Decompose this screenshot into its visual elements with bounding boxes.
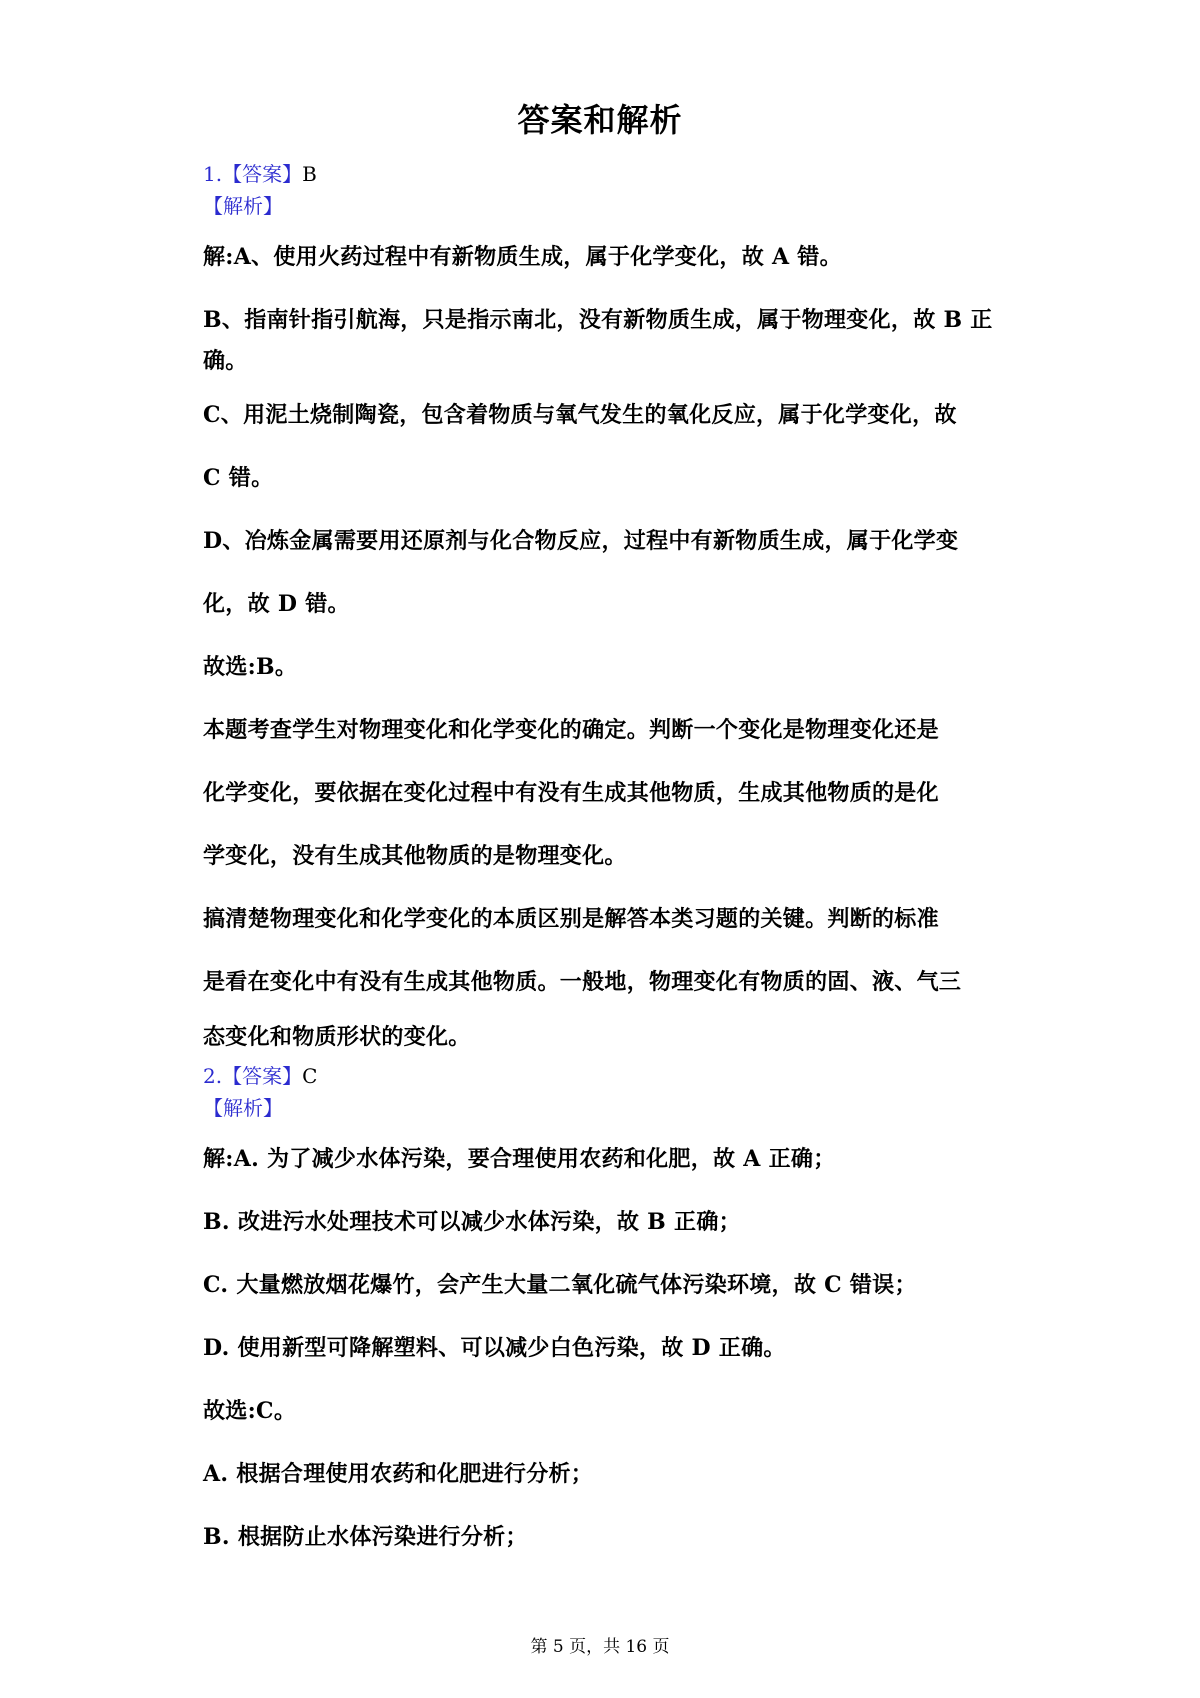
answer-line [203, 158, 1003, 190]
analysis-line: 故选:B。 [203, 654, 298, 680]
page-title: 答案和解析 [517, 101, 683, 139]
question-number: 2. [203, 1064, 223, 1088]
analysis-line: 学变化，没有生成其他物质的是物理变化。 [203, 843, 627, 869]
analysis-line: B. 根据防止水体污染进行分析； [203, 1524, 528, 1550]
question-1 [203, 158, 1003, 1060]
analysis-line: 本题考查学生对物理变化和化学变化的确定。判断一个变化是物理变化还是 [203, 717, 939, 743]
analysis-line: 故选:C。 [203, 1398, 297, 1424]
analysis-line: 化，故 D 错。 [203, 591, 350, 617]
answer-tag: 【答案】 [222, 162, 303, 186]
analysis-line: 搞清楚物理变化和化学变化的本质区别是解答本类习题的关键。判断的标准 [203, 906, 939, 932]
answer-content [203, 158, 1003, 1569]
analysis-line: C. 大量燃放烟花爆竹，会产生大量二氧化硫气体污染环境，故 C 错误； [203, 1272, 917, 1298]
analysis-line: 态变化和物质形状的变化。 [203, 1024, 471, 1050]
analysis-line: 解:A、使用火药过程中有新物质生成，属于化学变化，故 A 错。 [203, 244, 842, 270]
analysis-line: 化学变化，要依据在变化过程中有没有生成其他物质，生成其他物质的是化 [203, 780, 939, 806]
analysis-line: C、用泥土烧制陶瓷，包含着物质与氧气发生的氧化反应，属于化学变化，故 [203, 402, 957, 428]
question-number: 1. [203, 162, 223, 186]
analysis-line: C 错。 [203, 465, 274, 491]
answer-line [203, 1060, 1003, 1092]
analysis-line: 是看在变化中有没有生成其他物质。一般地，物理变化有物质的固、液、气三 [203, 969, 962, 995]
analysis-line: A. 根据合理使用农药和化肥进行分析； [203, 1461, 594, 1487]
analysis-line: 确。 [203, 348, 248, 374]
analysis-line: B、指南针指引航海，只是指示南北，没有新物质生成，属于物理变化，故 B 正 [203, 307, 993, 333]
page-footer: 第 5 页，共 16 页 [530, 1637, 670, 1657]
analysis-line: D. 使用新型可降解塑料、可以减少白色污染，故 D 正确。 [203, 1335, 786, 1361]
analysis-tag: 【解析】 [203, 194, 283, 218]
answer-value: B [302, 162, 317, 186]
answer-value: C [302, 1064, 318, 1088]
analysis-line: D、冶炼金属需要用还原剂与化合物反应，过程中有新物质生成，属于化学变 [203, 528, 959, 554]
analysis-line: 解:A. 为了减少水体污染，要合理使用农药和化肥，故 A 正确； [203, 1146, 836, 1172]
analysis-tag: 【解析】 [203, 1096, 283, 1120]
analysis-line: B. 改进污水处理技术可以减少水体污染，故 B 正确； [203, 1209, 741, 1235]
question-2 [203, 1060, 1003, 1569]
answer-tag: 【答案】 [222, 1064, 303, 1088]
